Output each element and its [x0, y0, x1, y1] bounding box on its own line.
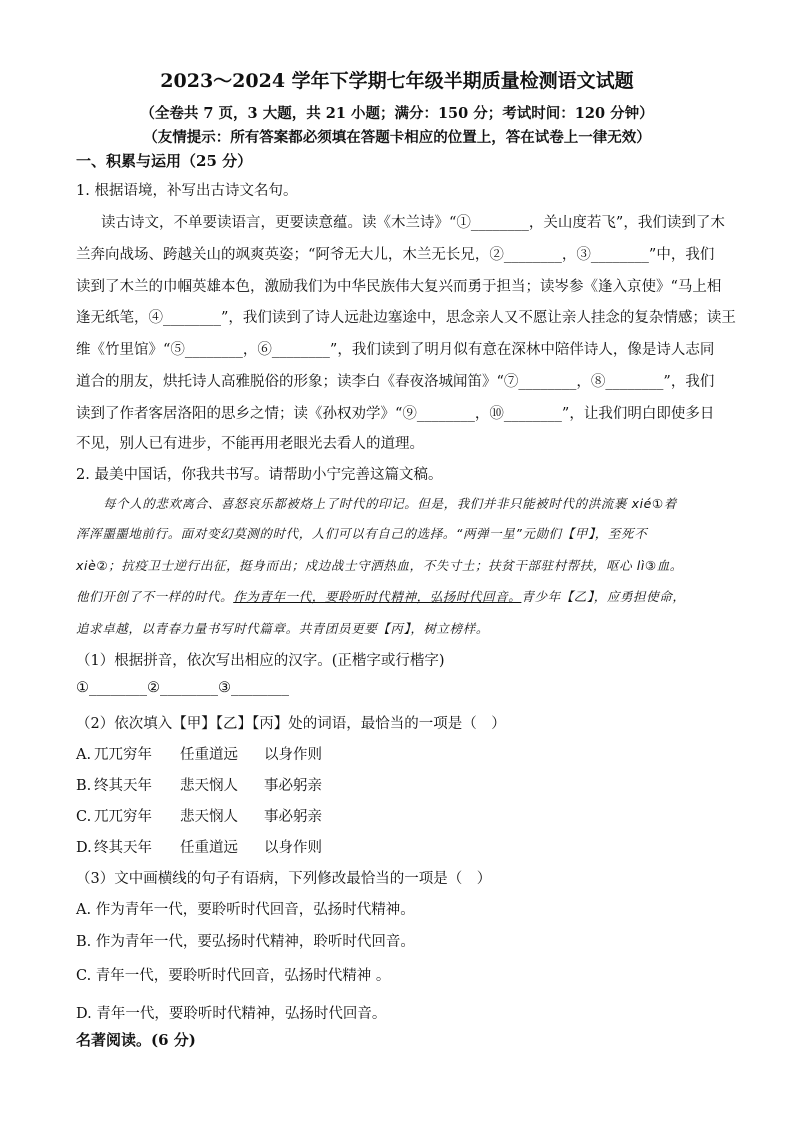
q1-line: 读古诗文，不单要读语言，更要读意蕴。读《木兰诗》“①________，关山度若飞”，我们读到了木 — [101, 215, 725, 231]
essay-text: 他们开创了不一样的时代。 — [76, 589, 234, 604]
q2-sub1-stem: （1）根据拼音，依次写出相应的汉字。(正楷字或行楷字) — [76, 653, 445, 669]
sub2-option-d[interactable]: D. 终其天年 任重道远 以身作则 — [76, 840, 322, 856]
essay-line: 追求卓越，以青春力量书写时代篇章。共青团员更要【丙】，树立榜样。 — [76, 621, 489, 636]
essay-line — [76, 587, 685, 605]
sub2-option-b[interactable]: B. 终其天年 悲天悯人 事必躬亲 — [76, 778, 322, 794]
underlined-sentence: 作为青年一代，要聆听时代精神，弘扬时代回音。 — [233, 589, 522, 604]
q1-line: 读到了木兰的巾帼英雄本色，激励我们为中华民族伟大复兴而勇于担当；读岑参《逢入京使》“马上相 — [76, 279, 722, 295]
essay-line: 浑浑噩噩地前行。面对变幻莫测的时代，人们可以有自己的选择。“两弹一星”元勋们【甲】，至死不 — [76, 526, 648, 541]
q1-line: 逢无纸笔，④________”，我们读到了诗人远赴边塞途中，思念亲人又不愿让亲人挂念的复杂情感；读王 — [76, 310, 736, 326]
sub2-option-c[interactable]: C. 兀兀穷年 悲天悯人 事必躬亲 — [76, 809, 322, 825]
sub3-option-c[interactable]: C. 青年一代，要聆听时代回音，弘扬时代精神 。 — [76, 968, 391, 984]
q1-line: 道合的朋友，烘托诗人高雅脱俗的形象；读李白《春夜洛城闻笛》“⑦________，⑧________”，我们 — [76, 374, 715, 390]
exam-title: 2023～2024 学年下学期七年级半期质量检测语文试题 — [160, 70, 634, 92]
exam-tip: （友情提示：所有答案都必须填在答题卡相应的位置上，答在试卷上一律无效） — [143, 129, 651, 146]
exam-info: （全卷共 7 页，3 大题，共 21 小题；满分：150 分；考试时间：120 分钟） — [140, 105, 654, 122]
q1-line: 兰奔向战场、跨越关山的飒爽英姿；“阿爷无大儿，木兰无长兄，②________，③________”中，我们 — [76, 247, 715, 263]
sub2-option-a[interactable]: A. 兀兀穷年 任重道远 以身作则 — [76, 747, 322, 763]
q1-line: 维《竹里馆》“⑤________，⑥________”，我们读到了明月似有意在深林中陪伴诗人，像是诗人志同 — [76, 342, 715, 358]
q1-line: 不见，别人已有进步，不能再用老眼光去看人的道理。 — [76, 436, 424, 452]
q1-line: 读到了作者客居洛阳的思乡之情；读《孙权劝学》“⑨________，⑩________”，让我们明白即使多日 — [76, 406, 715, 422]
essay-line: xiè②；抗疫卫士逆行出征，挺身而出；戍边战士守洒热血，不失寸土；扶贫干部驻村帮扶，呕心 lì③血。 — [76, 558, 683, 573]
q2-sub3-stem: （3）文中画横线的句子有语病，下列修改最恰当的一项是（ ） — [76, 871, 492, 887]
q2-sub1-blanks: ①________②________③________ — [76, 680, 289, 696]
essay-text: 青少年【乙】，应勇担使命， — [521, 589, 686, 604]
q2-sub2-stem: （2）依次填入【甲】【乙】【丙】处的词语，最恰当的一项是（ ） — [76, 716, 506, 732]
section-heading-1: 一、积累与运用（25 分） — [76, 152, 253, 170]
q2-stem: 2. 最美中国话，你我共书写。请帮助小宁完善这篇文稿。 — [76, 467, 443, 483]
essay-line: 每个人的悲欢离合、喜怒哀乐都被烙上了时代的印记。但是，我们并非只能被时代的洪流裹 xié①着 — [103, 496, 677, 511]
sub3-option-a[interactable]: A. 作为青年一代，要聆听时代回音，弘扬时代精神。 — [76, 902, 415, 918]
sub3-option-b[interactable]: B. 作为青年一代，要弘扬时代精神，聆听时代回音。 — [76, 934, 415, 950]
sub3-option-d[interactable]: D. 青年一代，要聆听时代精神，弘扬时代回音。 — [76, 1006, 387, 1022]
q1-stem: 1. 根据语境，补写出古诗文名句。 — [76, 183, 298, 199]
section-heading-2: 名著阅读。(6 分) — [76, 1031, 196, 1049]
